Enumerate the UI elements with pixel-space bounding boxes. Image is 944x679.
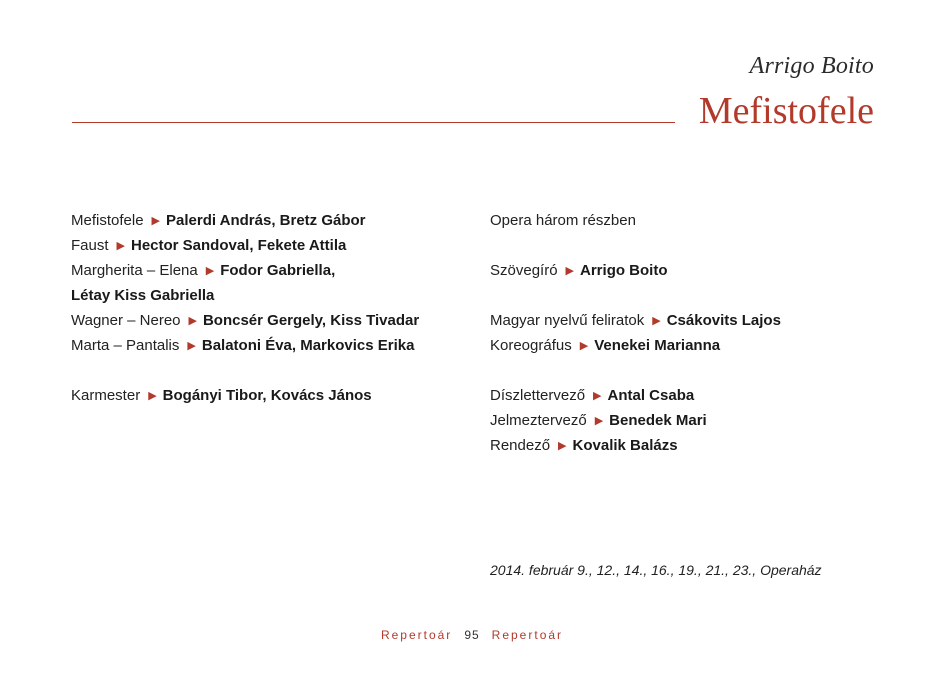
production-column [490, 208, 890, 458]
cast-names: Palerdi András, Bretz Gábor [166, 212, 366, 229]
triangle-right-icon: ▶ [148, 390, 157, 402]
page-footer [0, 628, 944, 642]
credit-row-costume-designer [490, 408, 890, 433]
cast-names: Létay Kiss Gabriella [71, 287, 215, 304]
credit-names: Benedek Mari [609, 412, 707, 429]
cast-row [71, 208, 471, 233]
cast-row [71, 308, 471, 333]
credit-role: Jelmeztervező [490, 412, 587, 429]
conductor-row [71, 383, 471, 408]
triangle-right-icon: ▶ [187, 340, 196, 352]
cast-row [71, 258, 471, 283]
footer-section-left: Repertoár [380, 628, 453, 642]
cast-role: Wagner – Nereo [71, 312, 181, 329]
credit-names: Kovalik Balázs [572, 437, 678, 454]
triangle-right-icon: ▶ [188, 315, 197, 327]
conductor-role: Karmester [71, 387, 141, 404]
cast-role: Marta – Pantalis [71, 337, 180, 354]
cast-names: Boncsér Gergely, Kiss Tivadar [202, 312, 420, 329]
credit-row-director [490, 433, 890, 458]
cast-row-continuation [71, 283, 471, 308]
footer-section-right: Repertoár [491, 628, 564, 642]
credit-role: Koreográfus [490, 337, 572, 354]
cast-role: Faust [71, 237, 109, 254]
credit-names: Venekei Marianna [594, 337, 721, 354]
triangle-right-icon: ▶ [558, 440, 567, 452]
credit-row-subtitles [490, 308, 890, 333]
triangle-right-icon: ▶ [116, 240, 125, 252]
cast-names: Hector Sandoval, Fekete Attila [130, 237, 347, 254]
credit-names: Csákovits Lajos [666, 312, 781, 329]
page-number: 95 [464, 628, 480, 642]
credit-role: Magyar nyelvű feliratok [490, 312, 645, 329]
cast-role: Mefistofele [71, 212, 144, 229]
triangle-right-icon: ▶ [565, 265, 575, 277]
triangle-right-icon: ▶ [579, 340, 589, 352]
credit-role: Rendező [490, 437, 551, 454]
credit-names: Arrigo Boito [580, 262, 668, 279]
description-text: Opera három részben [490, 212, 636, 229]
cast-row [71, 333, 471, 358]
credit-row-librettist [490, 258, 890, 283]
credit-names: Antal Csaba [607, 387, 695, 404]
credit-role: Díszlettervező [490, 387, 586, 404]
triangle-right-icon: ▶ [151, 215, 161, 227]
composer-name: Arrigo Boito [749, 53, 874, 79]
triangle-right-icon: ▶ [205, 265, 215, 277]
triangle-right-icon: ▶ [593, 390, 602, 402]
title-row [72, 86, 874, 136]
opera-description [490, 208, 890, 233]
cast-column [71, 208, 471, 408]
cast-names: Balatoni Éva, Markovics Erika [201, 337, 415, 354]
cast-names: Fodor Gabriella, [220, 262, 336, 279]
triangle-right-icon: ▶ [594, 415, 604, 427]
page-title: Mefistofele [698, 90, 874, 132]
credit-row-set-designer [490, 383, 890, 408]
triangle-right-icon: ▶ [652, 315, 661, 327]
credit-role: Szövegíró [490, 262, 558, 279]
title-divider [72, 122, 675, 123]
conductor-names: Bogányi Tibor, Kovács János [162, 387, 372, 404]
credit-row-choreographer [490, 333, 890, 358]
cast-role: Margherita – Elena [71, 262, 198, 279]
performance-dates: 2014. február 9., 12., 14., 16., 19., 21., 23., Operaház [490, 562, 822, 578]
cast-row [71, 233, 471, 258]
